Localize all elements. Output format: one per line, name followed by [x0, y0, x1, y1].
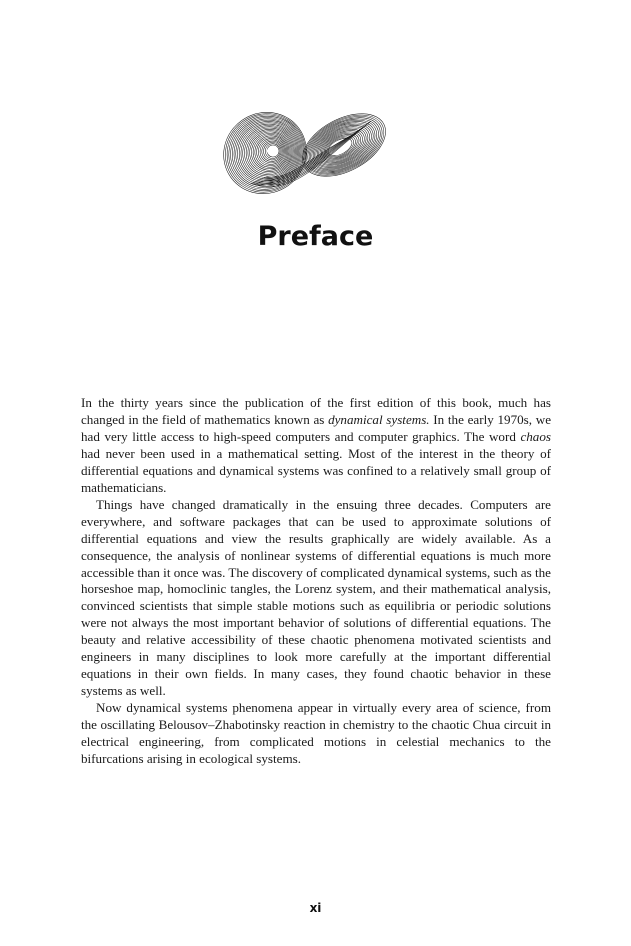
preface-body: [81, 395, 551, 768]
paragraph-3: Now dynamical systems phenomena appear in virtually every area of science, from the oscillating Belousov–Zhabotinsky reaction in chemistry to the chaotic Chua circuit in electrical engineering, from complicated motions in celestial mechanics to the bifurcations arising in ecological systems.: [81, 700, 551, 767]
chapter-title: Preface: [257, 221, 374, 252]
lorenz-attractor-icon: [221, 101, 391, 199]
page-number: xi: [309, 901, 322, 915]
paragraph-2: Things have changed dramatically in the ensuing three decades. Computers are everywhere, and software packages that can be used to approximate solutions of differential equations and view the results graphically are widely available. As a consequence, the analysis of nonlinear systems of differential equations is much more accessible than it once was. The discovery of complicated dynamical systems, such as the horseshoe map, homoclinic tangles, the Lorenz system, and their mathematical analysis, convinced scientists that simple stable motions such as equilibria or periodic solutions were not always the most important behavior of solutions of differential equations. The beauty and relative accessibility of these chaotic phenomena motivated scientists and engineers in many disciplines to look more carefully at the important differential equations in their own fields. In many cases, they found chaotic behavior in these systems as well.: [81, 496, 551, 699]
paragraph-1: In the thirty years since the publication of the first edition of this book, much has changed in the field of mathematics known as dynamical systems. In the early 1970s, we had very little access to high-speed computers and computer graphics. The word chaos had never been used in a mathematical setting. Most of the interest in the theory of differential equations and dynamical systems was confined to a relatively small group of mathematicians.: [81, 395, 552, 495]
attractor-center: [267, 148, 273, 154]
